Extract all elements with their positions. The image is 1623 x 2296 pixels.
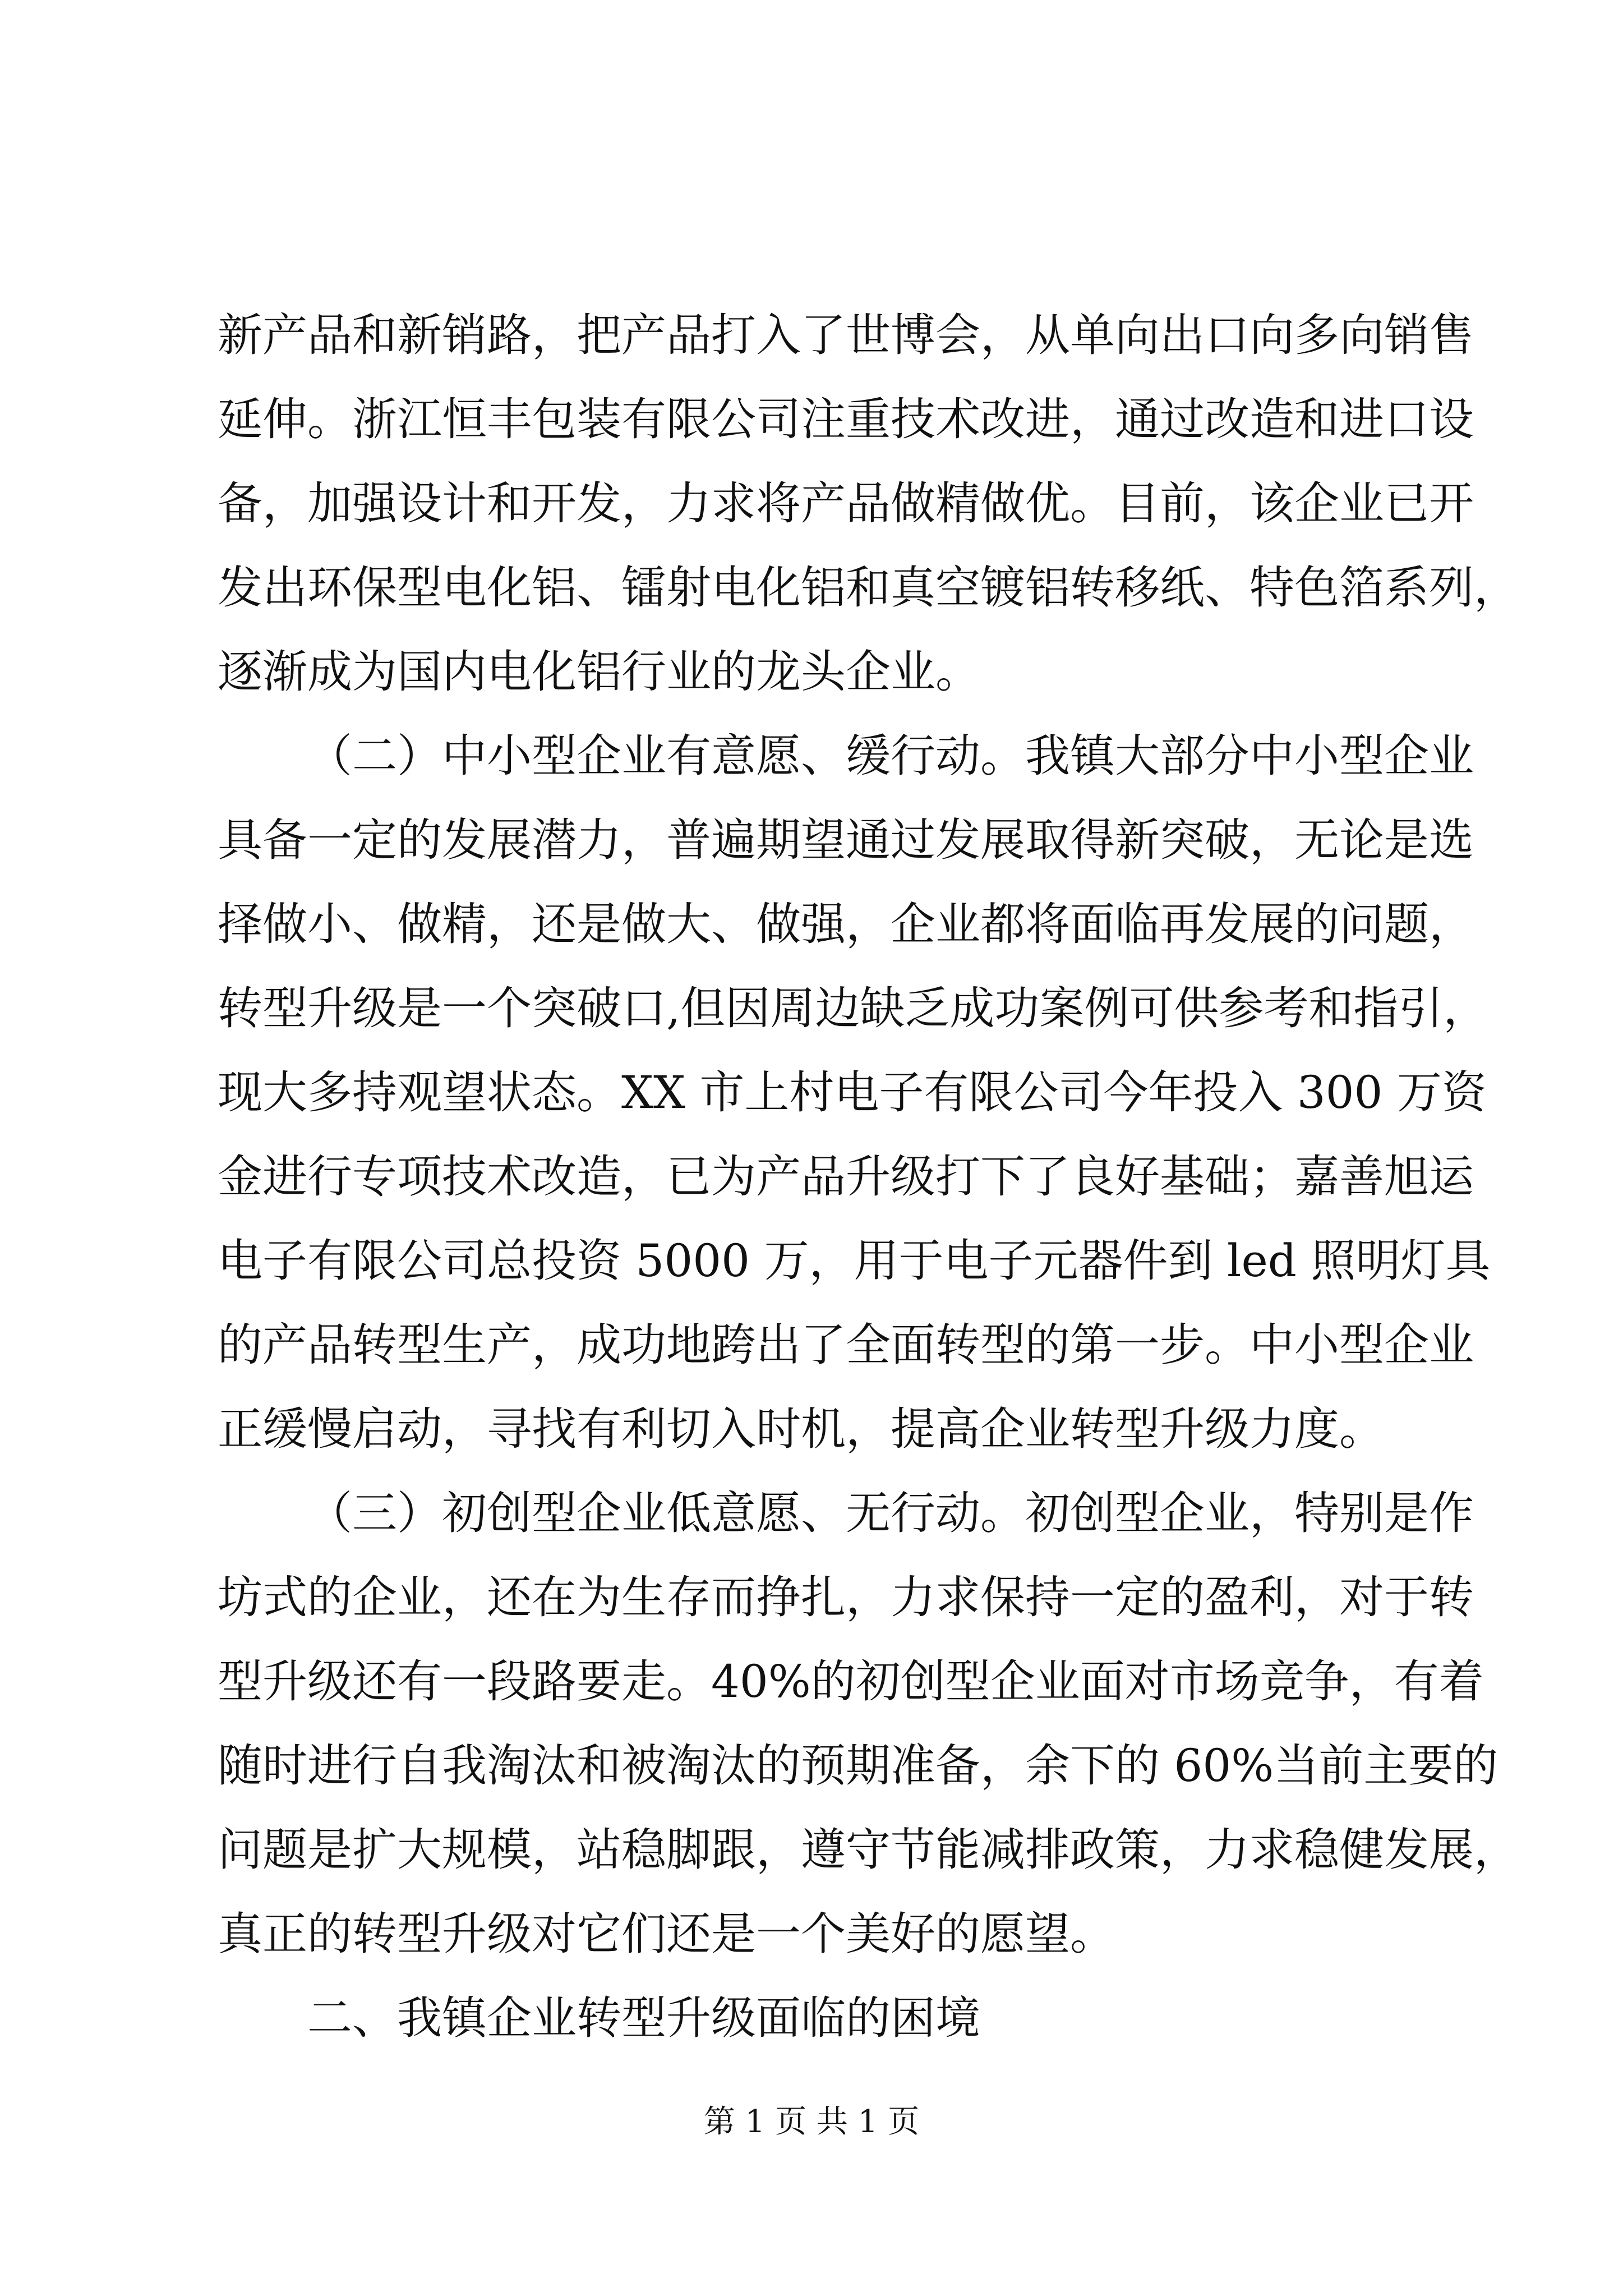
text-line: 延伸。浙江恒丰包装有限公司注重技术改进，通过改造和进口设 xyxy=(218,393,1474,445)
text-line: 择做小、做精，还是做大、做强，企业都将面临再发展的问题， xyxy=(218,898,1474,950)
text-line: 逐渐成为国内电化铝行业的龙头企业。 xyxy=(218,646,980,698)
text-line: 发出环保型电化铝、镭射电化铝和真空镀铝转移纸、特色箔系列， xyxy=(218,562,1519,614)
text-line: 转型升级是一个突破口,但因周边缺乏成功案例可供参考和指引， xyxy=(218,982,1488,1034)
text-line: 真正的转型升级对它们还是一个美好的愿望。 xyxy=(218,1908,1115,1960)
text-line: 现大多持观望状态。XX 市上村电子有限公司今年投入 300 万资 xyxy=(218,1066,1487,1119)
text-line: 新产品和新销路，把产品打入了世博会，从单向出口向多向销售 xyxy=(218,309,1474,361)
text-line: 坊式的企业，还在为生存而挣扎，力求保持一定的盈利，对于转 xyxy=(218,1571,1474,1623)
section-heading: 二、我镇企业转型升级面临的困境 xyxy=(307,1992,980,2044)
text-line: 金进行专项技术改造，已为产品升级打下了良好基础；嘉善旭运 xyxy=(218,1151,1474,1203)
text-line: 正缓慢启动，寻找有利切入时机，提高企业转型升级力度。 xyxy=(218,1403,1384,1455)
text-line: 电子有限公司总投资 5000 万，用于电子元器件到 led 照明灯具 xyxy=(218,1235,1491,1287)
text-line: 随时进行自我淘汰和被淘汰的预期准备，余下的 60%当前主要的 xyxy=(218,1740,1498,1792)
text-line: 型升级还有一段路要走。40%的初创型企业面对市场竞争，有着 xyxy=(218,1655,1484,1708)
text-line: 的产品转型生产，成功地跨出了全面转型的第一步。中小型企业 xyxy=(218,1319,1474,1371)
page-footer: 第 1 页 共 1 页 xyxy=(703,2104,920,2140)
paragraph-heading-line: （二）中小型企业有意愿、缓行动。我镇大部分中小型企业 xyxy=(307,730,1474,782)
paragraph-heading-line: （三）初创型企业低意愿、无行动。初创型企业，特别是作 xyxy=(307,1487,1474,1539)
text-line: 备，加强设计和开发，力求将产品做精做优。目前，该企业已开 xyxy=(218,477,1474,530)
text-line: 具备一定的发展潜力，普遍期望通过发展取得新突破，无论是选 xyxy=(218,814,1474,866)
text-line: 问题是扩大规模，站稳脚跟，遵守节能减排政策，力求稳健发展， xyxy=(218,1824,1519,1876)
